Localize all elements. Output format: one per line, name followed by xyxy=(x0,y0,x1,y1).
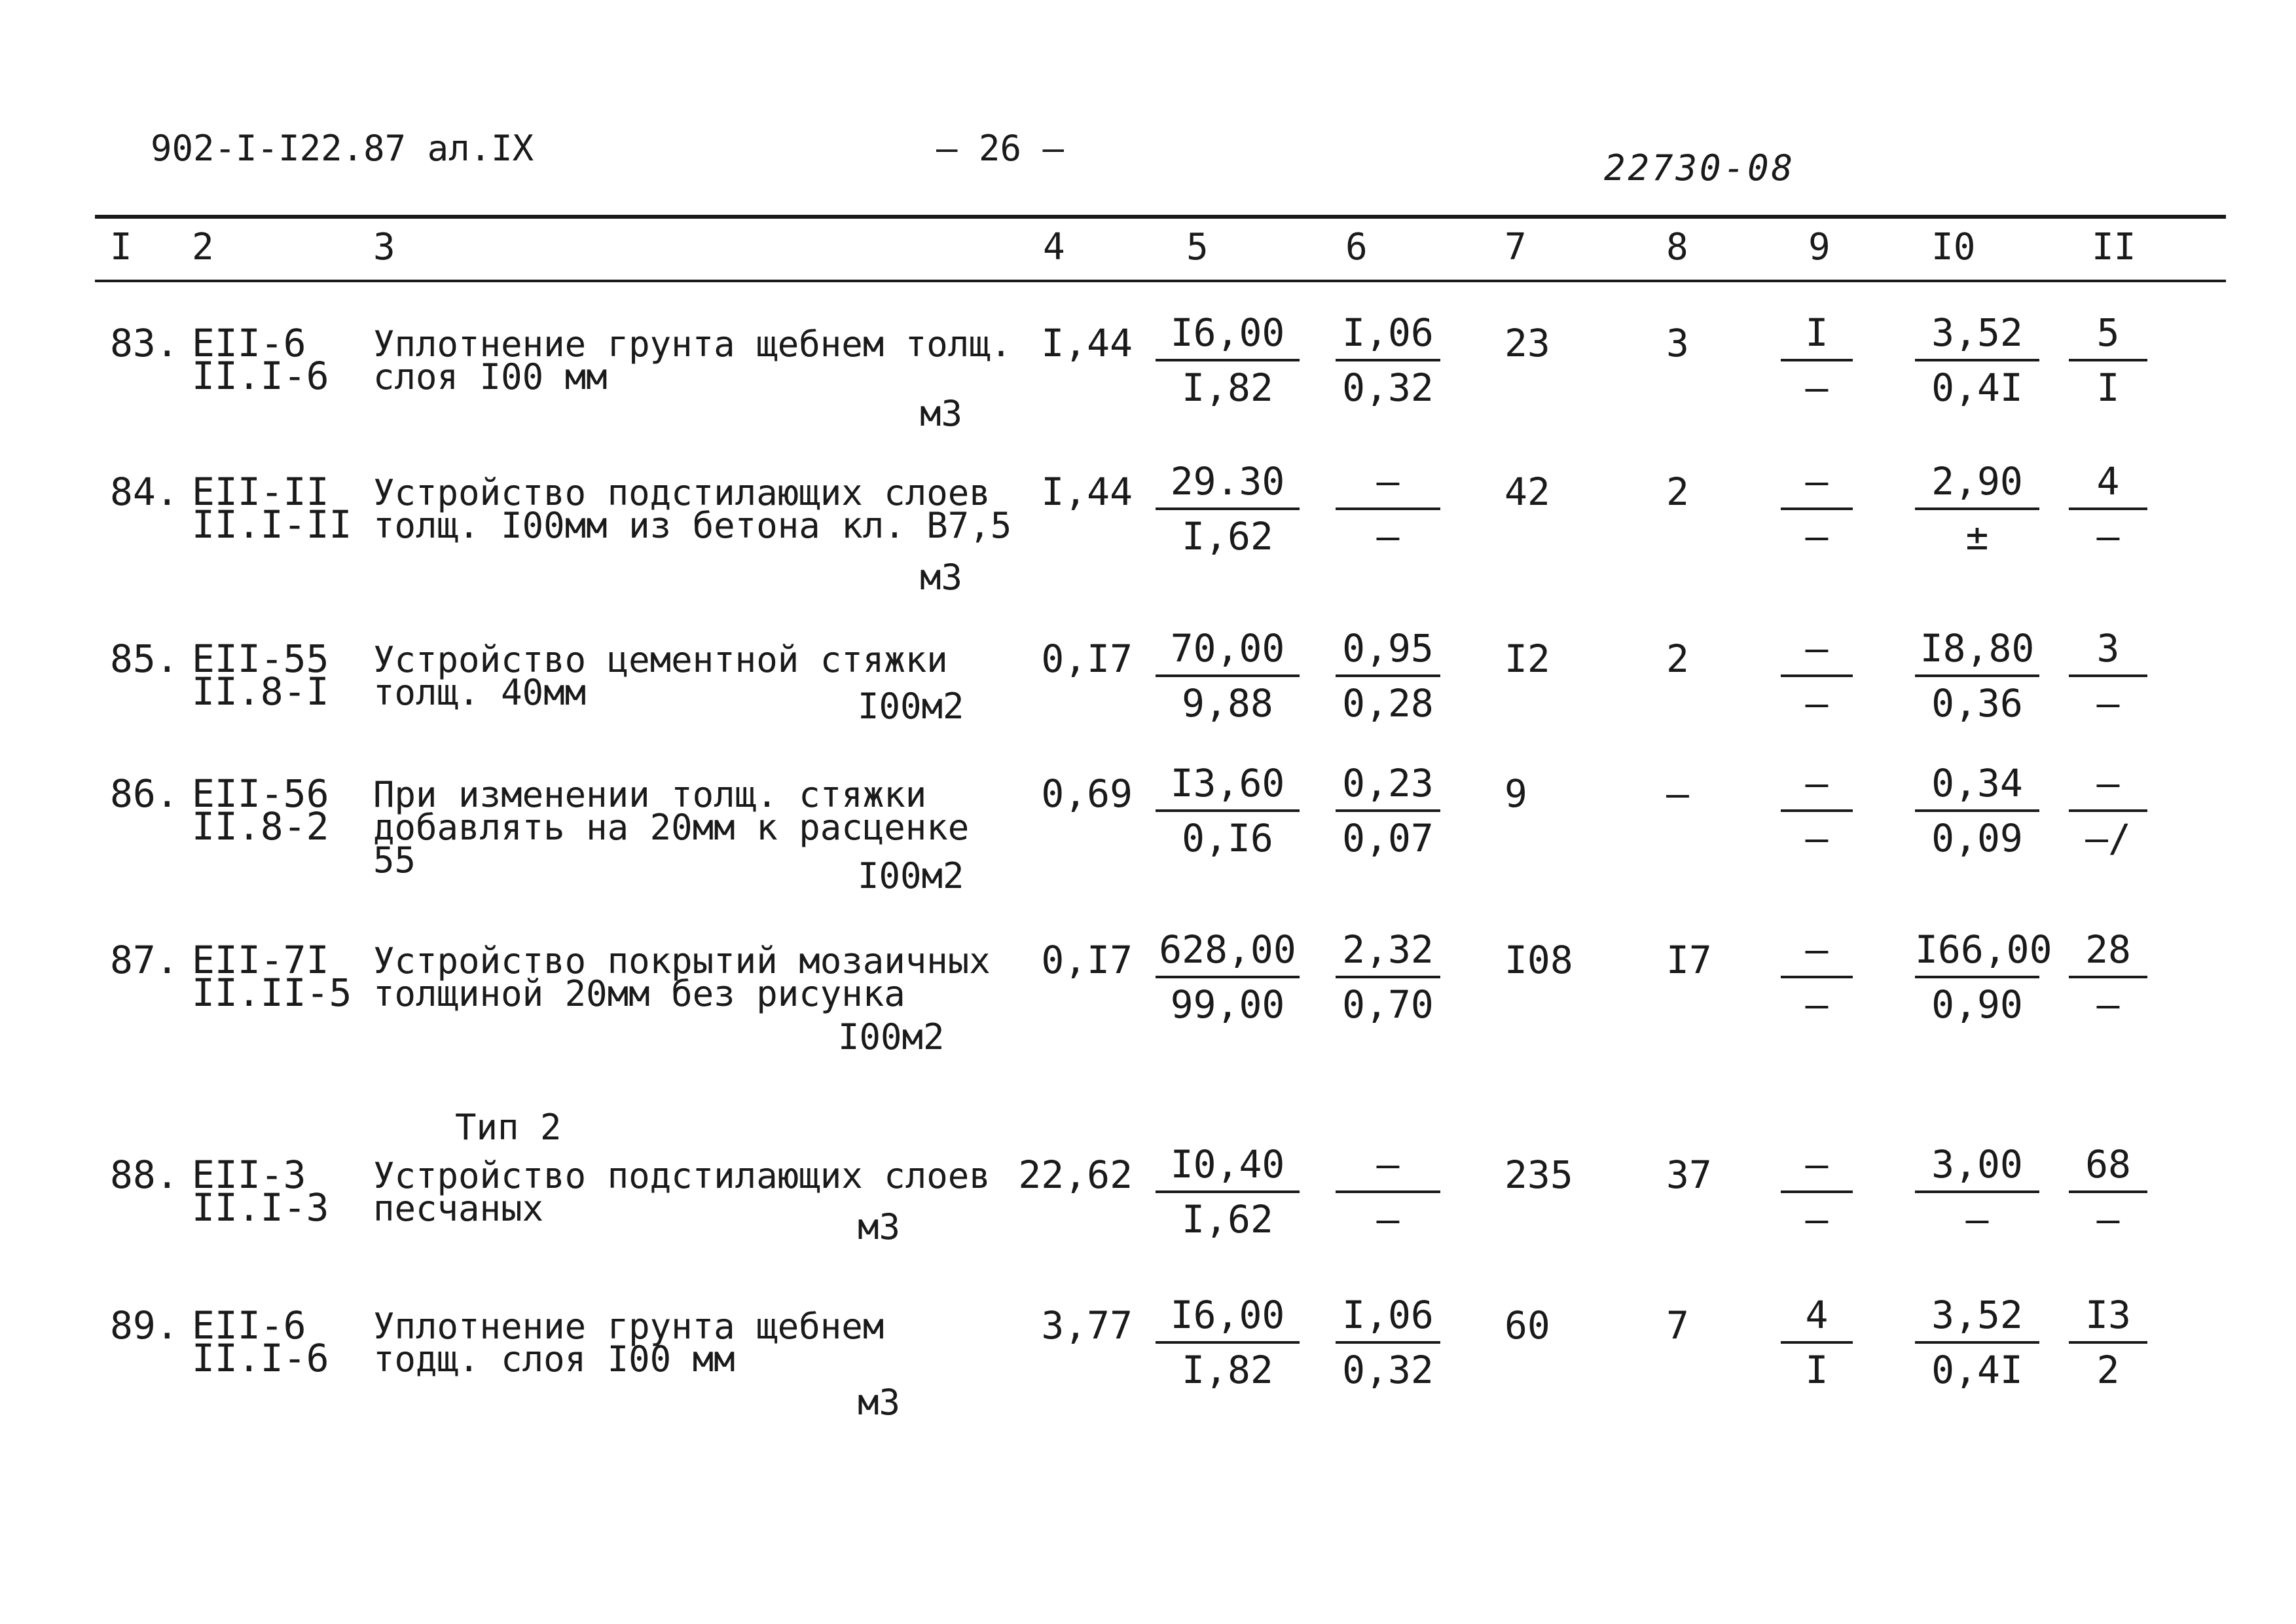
value-column-8: 3 xyxy=(1666,321,1689,365)
column-header-11: II xyxy=(2092,226,2136,268)
column-header-9: 9 xyxy=(1808,226,1831,268)
value-column-11-fraction-bar xyxy=(2069,674,2147,677)
row-number: 85. xyxy=(110,637,179,681)
value-column-9 xyxy=(1781,1139,1853,1244)
value-column-7: 235 xyxy=(1504,1153,1573,1197)
value-column-8: 37 xyxy=(1666,1153,1712,1197)
rate-code-secondary: II.8-2 xyxy=(192,804,329,849)
rate-code-primary: EII-6 xyxy=(192,1303,306,1348)
value-column-9-denominator: – xyxy=(1805,816,1829,860)
cost-column-6-numerator: I,06 xyxy=(1342,1293,1434,1337)
cost-column-6-denominator: – xyxy=(1376,1197,1400,1242)
rate-code-primary: EII-55 xyxy=(192,637,329,681)
cost-column-5-denominator: 9,88 xyxy=(1182,681,1273,726)
value-column-10-fraction-bar xyxy=(1915,507,2039,510)
value-column-11-denominator: – xyxy=(2096,514,2120,559)
unit-of-measure: I00м2 xyxy=(858,855,964,896)
value-column-11-numerator: – xyxy=(2096,761,2120,805)
value-column-8: 7 xyxy=(1666,1303,1689,1348)
cost-column-6-denominator: 0,70 xyxy=(1342,982,1434,1027)
cost-column-6-denominator: 0,32 xyxy=(1342,365,1434,410)
value-column-10-numerator: 3,00 xyxy=(1931,1142,2023,1187)
row-number: 86. xyxy=(110,771,179,816)
cost-column-5-denominator: I,82 xyxy=(1182,365,1273,410)
value-column-10-numerator: 3,52 xyxy=(1931,1293,2023,1337)
quantity: 0,I7 xyxy=(1041,637,1133,681)
value-column-9 xyxy=(1781,623,1853,728)
page-number: – 26 – xyxy=(936,128,1065,169)
unit-of-measure: м3 xyxy=(920,557,963,598)
value-column-9-fraction-bar xyxy=(1781,359,1853,361)
rate-code-secondary: II.II-5 xyxy=(192,970,352,1015)
work-description-line-1: Уплотнение грунта щебнем xyxy=(373,1306,884,1347)
table-top-rule xyxy=(95,215,2226,219)
value-column-7: 9 xyxy=(1504,771,1527,816)
value-column-9-fraction-bar xyxy=(1781,674,1853,677)
value-column-11-denominator: – xyxy=(2096,681,2120,726)
work-description-line-1: Устройство подстилающих слоев xyxy=(373,1155,991,1196)
work-description-line-2: толщ. 40мм xyxy=(373,672,587,713)
value-column-9 xyxy=(1781,1290,1853,1395)
value-column-10-fraction-bar xyxy=(1915,674,2039,677)
row-number: 89. xyxy=(110,1303,179,1348)
cost-column-5-fraction-bar xyxy=(1156,809,1300,812)
work-description-line-2: добавлять на 20мм к расценке xyxy=(373,807,970,848)
cost-column-5-denominator: I,62 xyxy=(1182,514,1273,559)
cost-column-6 xyxy=(1336,925,1440,1029)
archive-number: 22730-08 xyxy=(1604,147,1796,189)
rate-code-secondary: II.I-6 xyxy=(192,354,329,398)
cost-column-6-fraction-bar xyxy=(1336,1341,1440,1344)
value-column-11-numerator: I3 xyxy=(2085,1293,2131,1337)
value-column-11-fraction-bar xyxy=(2069,1341,2147,1344)
cost-column-5-fraction-bar xyxy=(1156,674,1300,677)
value-column-11 xyxy=(2069,1290,2147,1395)
work-description-line-1: Устройство покрытий мозаичных xyxy=(373,940,991,982)
column-header-8: 8 xyxy=(1666,226,1688,268)
value-column-11 xyxy=(2069,1139,2147,1244)
cost-column-5-numerator: I6,00 xyxy=(1170,310,1285,355)
value-column-9-fraction-bar xyxy=(1781,1341,1853,1344)
value-column-11 xyxy=(2069,758,2147,863)
value-column-11 xyxy=(2069,308,2147,413)
value-column-8: 2 xyxy=(1666,637,1689,681)
cost-column-5 xyxy=(1156,1139,1300,1244)
value-column-7: 23 xyxy=(1504,321,1550,365)
column-header-4: 4 xyxy=(1043,226,1065,268)
value-column-7: 60 xyxy=(1504,1303,1550,1348)
work-description-line-1: Устройство цементной стяжки xyxy=(373,639,948,680)
value-column-10-denominator: 0,36 xyxy=(1931,681,2023,726)
value-column-8: – xyxy=(1666,771,1689,816)
cost-column-6-numerator: 2,32 xyxy=(1342,927,1434,972)
cost-column-6 xyxy=(1336,308,1440,413)
column-header-1: I xyxy=(110,226,132,268)
rate-code-secondary: II.I-6 xyxy=(192,1336,329,1380)
cost-column-5 xyxy=(1156,1290,1300,1395)
value-column-10-denominator: 0,90 xyxy=(1931,982,2023,1027)
value-column-11-denominator: –/ xyxy=(2085,816,2131,860)
value-column-11 xyxy=(2069,925,2147,1029)
column-header-10: I0 xyxy=(1931,226,1976,268)
value-column-10 xyxy=(1915,308,2039,413)
value-column-10-numerator: I66,00 xyxy=(1915,927,2052,972)
work-description-line-2: слоя I00 мм xyxy=(373,356,608,397)
cost-column-5-fraction-bar xyxy=(1156,1341,1300,1344)
value-column-9 xyxy=(1781,456,1853,561)
value-column-11 xyxy=(2069,456,2147,561)
value-column-10 xyxy=(1915,456,2039,561)
value-column-9-denominator: I xyxy=(1805,1348,1829,1392)
rate-code-primary: EII-II xyxy=(192,470,329,514)
cost-column-6 xyxy=(1336,456,1440,561)
cost-column-6-fraction-bar xyxy=(1336,976,1440,978)
value-column-9-numerator: 4 xyxy=(1805,1293,1829,1337)
rate-code-primary: EII-3 xyxy=(192,1153,306,1197)
work-description-line-2: толщ. I00мм из бетона кл. В7,5 xyxy=(373,505,1012,546)
rate-code-secondary: II.I-3 xyxy=(192,1185,329,1230)
cost-column-5 xyxy=(1156,308,1300,413)
value-column-9-denominator: – xyxy=(1805,365,1829,410)
value-column-11-numerator: 4 xyxy=(2096,459,2120,504)
cost-column-5-fraction-bar xyxy=(1156,359,1300,361)
quantity: I,44 xyxy=(1041,470,1133,514)
unit-of-measure: м3 xyxy=(858,1382,901,1423)
column-header-6: 6 xyxy=(1345,226,1368,268)
cost-column-5-denominator: 0,I6 xyxy=(1182,816,1273,860)
cost-column-5 xyxy=(1156,456,1300,561)
value-column-7: 42 xyxy=(1504,470,1550,514)
value-column-9-fraction-bar xyxy=(1781,1190,1853,1193)
value-column-10 xyxy=(1915,925,2052,1029)
column-header-3: 3 xyxy=(373,226,395,268)
value-column-11-fraction-bar xyxy=(2069,976,2147,978)
value-column-9-denominator: – xyxy=(1805,514,1829,559)
unit-of-measure: I00м2 xyxy=(838,1016,945,1058)
value-column-10-numerator: I8,80 xyxy=(1920,626,2035,671)
value-column-11-denominator: – xyxy=(2096,982,2120,1027)
cost-column-6-numerator: – xyxy=(1376,459,1400,504)
cost-column-6-denominator: 0,32 xyxy=(1342,1348,1434,1392)
value-column-11-numerator: 28 xyxy=(2085,927,2131,972)
cost-column-6-denominator: 0,07 xyxy=(1342,816,1434,860)
value-column-9-fraction-bar xyxy=(1781,507,1853,510)
value-column-9 xyxy=(1781,925,1853,1029)
value-column-9-numerator: I xyxy=(1805,310,1829,355)
column-header-5: 5 xyxy=(1186,226,1209,268)
cost-column-5-numerator: I3,60 xyxy=(1170,761,1285,805)
cost-column-6 xyxy=(1336,1139,1440,1244)
rate-code-primary: EII-56 xyxy=(192,771,329,816)
value-column-11-numerator: 68 xyxy=(2085,1142,2131,1187)
value-column-7: I2 xyxy=(1504,637,1550,681)
value-column-9-denominator: – xyxy=(1805,681,1829,726)
value-column-11-fraction-bar xyxy=(2069,507,2147,510)
value-column-10 xyxy=(1915,758,2039,863)
cost-column-5-denominator: 99,00 xyxy=(1170,982,1285,1027)
value-column-9 xyxy=(1781,308,1853,413)
cost-column-5 xyxy=(1156,623,1300,728)
cost-column-5-denominator: I,82 xyxy=(1182,1348,1273,1392)
value-column-10-numerator: 2,90 xyxy=(1931,459,2023,504)
value-column-11-denominator: – xyxy=(2096,1197,2120,1242)
header-bottom-rule xyxy=(95,280,2226,282)
value-column-9-numerator: – xyxy=(1805,626,1829,671)
value-column-9 xyxy=(1781,758,1853,863)
value-column-10-denominator: 0,09 xyxy=(1931,816,2023,860)
section-type-2: Тип 2 xyxy=(455,1107,562,1148)
rate-code-primary: EII-6 xyxy=(192,321,306,365)
value-column-10-denominator: 0,4I xyxy=(1931,365,2023,410)
cost-column-5-fraction-bar xyxy=(1156,976,1300,978)
value-column-9-numerator: – xyxy=(1805,459,1829,504)
value-column-11-fraction-bar xyxy=(2069,359,2147,361)
value-column-11-numerator: 3 xyxy=(2096,626,2120,671)
unit-of-measure: м3 xyxy=(920,393,963,434)
row-number: 88. xyxy=(110,1153,179,1197)
cost-column-5-fraction-bar xyxy=(1156,1190,1300,1193)
value-column-9-denominator: – xyxy=(1805,1197,1829,1242)
rate-code-primary: EII-7I xyxy=(192,938,329,982)
rate-code-secondary: II.I-II xyxy=(192,502,352,547)
cost-column-5-numerator: 29.30 xyxy=(1170,459,1285,504)
value-column-10-fraction-bar xyxy=(1915,809,2039,812)
cost-column-6-fraction-bar xyxy=(1336,674,1440,677)
value-column-11-fraction-bar xyxy=(2069,1190,2147,1193)
cost-column-5-numerator: 70,00 xyxy=(1170,626,1285,671)
cost-column-6-fraction-bar xyxy=(1336,809,1440,812)
value-column-10-numerator: 0,34 xyxy=(1931,761,2023,805)
value-column-9-fraction-bar xyxy=(1781,809,1853,812)
cost-column-6 xyxy=(1336,623,1440,728)
cost-column-5 xyxy=(1156,758,1300,863)
quantity: 3,77 xyxy=(1041,1303,1133,1348)
value-column-10-fraction-bar xyxy=(1915,976,2039,978)
quantity: 22,62 xyxy=(1018,1153,1133,1197)
value-column-7: I08 xyxy=(1504,938,1573,982)
cost-column-5 xyxy=(1156,925,1300,1029)
row-number: 84. xyxy=(110,470,179,514)
work-description-line-1: Уплотнение грунта щебнем толщ. xyxy=(373,323,1012,365)
document-code: 902-I-I22.87 ал.IX xyxy=(151,128,534,169)
value-column-11-denominator: 2 xyxy=(2096,1348,2120,1392)
work-description-line-2: тодщ. слоя I00 мм xyxy=(373,1338,735,1380)
cost-column-6-numerator: I,06 xyxy=(1342,310,1434,355)
column-header-2: 2 xyxy=(192,226,214,268)
unit-of-measure: м3 xyxy=(858,1206,901,1247)
quantity: 0,69 xyxy=(1041,771,1133,816)
column-header-7: 7 xyxy=(1504,226,1527,268)
cost-column-6-fraction-bar xyxy=(1336,359,1440,361)
cost-column-6-numerator: 0,95 xyxy=(1342,626,1434,671)
value-column-10 xyxy=(1915,1290,2039,1395)
cost-column-6 xyxy=(1336,1290,1440,1395)
work-description-line-1: Устройство подстилающих слоев xyxy=(373,472,991,513)
value-column-10-numerator: 3,52 xyxy=(1931,310,2023,355)
cost-column-6-denominator: 0,28 xyxy=(1342,681,1434,726)
value-column-11-fraction-bar xyxy=(2069,809,2147,812)
value-column-10-fraction-bar xyxy=(1915,1341,2039,1344)
row-number: 87. xyxy=(110,938,179,982)
value-column-10-fraction-bar xyxy=(1915,359,2039,361)
rate-code-secondary: II.8-I xyxy=(192,669,329,714)
value-column-8: I7 xyxy=(1666,938,1712,982)
unit-of-measure: I00м2 xyxy=(858,686,964,727)
cost-column-6-denominator: – xyxy=(1376,514,1400,559)
value-column-10-denominator: 0,4I xyxy=(1931,1348,2023,1392)
value-column-10-denominator: ± xyxy=(1965,514,1989,559)
quantity: I,44 xyxy=(1041,321,1133,365)
cost-column-5-numerator: I6,00 xyxy=(1170,1293,1285,1337)
work-description-line-2: песчаных xyxy=(373,1188,544,1229)
value-column-10-denominator: – xyxy=(1965,1197,1989,1242)
value-column-10-fraction-bar xyxy=(1915,1190,2039,1193)
value-column-9-denominator: – xyxy=(1805,982,1829,1027)
value-column-11 xyxy=(2069,623,2147,728)
cost-column-5-numerator: I0,40 xyxy=(1170,1142,1285,1187)
cost-column-6-fraction-bar xyxy=(1336,507,1440,510)
value-column-9-numerator: – xyxy=(1805,927,1829,972)
value-column-8: 2 xyxy=(1666,470,1689,514)
cost-column-5-numerator: 628,00 xyxy=(1159,927,1296,972)
work-description-line-2: толщиной 20мм без рисунка xyxy=(373,973,905,1014)
value-column-9-fraction-bar xyxy=(1781,976,1853,978)
value-column-10 xyxy=(1915,623,2039,728)
quantity: 0,I7 xyxy=(1041,938,1133,982)
value-column-9-numerator: – xyxy=(1805,761,1829,805)
cost-column-6-numerator: – xyxy=(1376,1142,1400,1187)
value-column-9-numerator: – xyxy=(1805,1142,1829,1187)
cost-column-6 xyxy=(1336,758,1440,863)
cost-column-6-numerator: 0,23 xyxy=(1342,761,1434,805)
value-column-11-denominator: I xyxy=(2096,365,2120,410)
work-description-line-1: При изменении толщ. стяжки xyxy=(373,774,927,815)
row-number: 83. xyxy=(110,321,179,365)
value-column-11-numerator: 5 xyxy=(2096,310,2120,355)
cost-column-6-fraction-bar xyxy=(1336,1190,1440,1193)
work-description-line-3: 55 xyxy=(373,840,416,881)
value-column-10 xyxy=(1915,1139,2039,1244)
cost-column-5-fraction-bar xyxy=(1156,507,1300,510)
cost-column-5-denominator: I,62 xyxy=(1182,1197,1273,1242)
